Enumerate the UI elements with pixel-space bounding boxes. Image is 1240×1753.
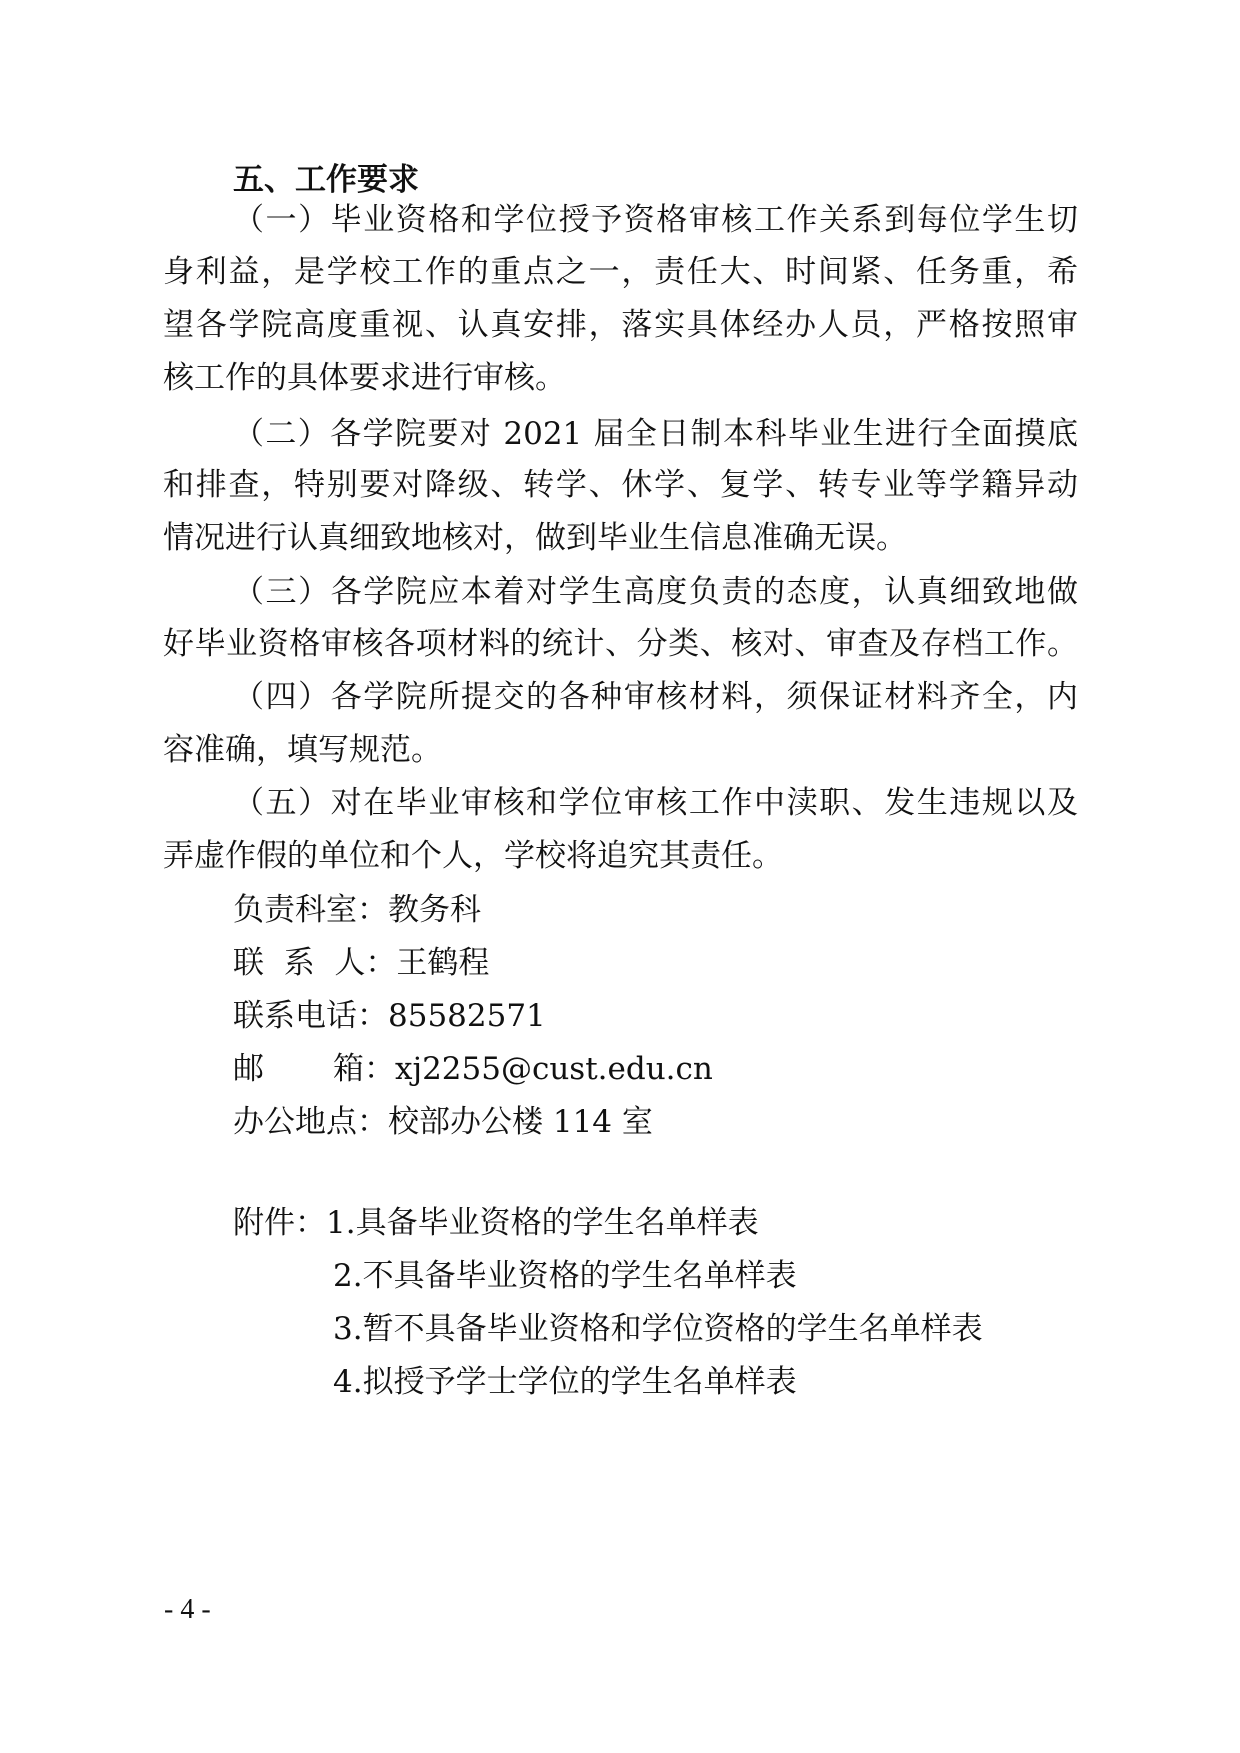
contact-phone: 联系电话：85582571 — [233, 998, 546, 1034]
paragraph-4-line-1: （四）各学院所提交的各种审核材料，须保证材料齐全，内 — [233, 679, 1078, 715]
paragraph-2-line-3: 情况进行认真细致地核对，做到毕业生信息准确无误。 — [163, 520, 907, 556]
paragraph-1-line-3: 望各学院高度重视、认真安排，落实具体经办人员，严格按照审 — [163, 307, 1078, 343]
contact-person: 联 系 人：王鹤程 — [233, 945, 490, 981]
attachment-item-1: 附件：1.具备毕业资格的学生名单样表 — [233, 1205, 759, 1241]
page-number: - 4 - — [164, 1594, 211, 1625]
contact-location: 办公地点：校部办公楼 114 室 — [233, 1104, 653, 1140]
paragraph-5-line-2: 弄虚作假的单位和个人，学校将追究其责任。 — [163, 838, 783, 874]
attachment-item-2: 2.不具备毕业资格的学生名单样表 — [333, 1258, 797, 1294]
paragraph-2-line-2: 和排查，特别要对降级、转学、休学、复学、转专业等学籍异动 — [163, 467, 1078, 503]
paragraph-1-line-1: （一）毕业资格和学位授予资格审核工作关系到每位学生切 — [233, 202, 1078, 238]
paragraph-1-line-2: 身利益，是学校工作的重点之一，责任大、时间紧、任务重，希 — [163, 254, 1078, 290]
paragraph-3-line-2: 好毕业资格审核各项材料的统计、分类、核对、审查及存档工作。 — [163, 626, 1078, 662]
attachment-item-3: 3.暂不具备毕业资格和学位资格的学生名单样表 — [333, 1311, 983, 1347]
paragraph-2-line-1: （二）各学院要对 2021 届全日制本科毕业生进行全面摸底 — [233, 416, 1078, 452]
section-heading: 五、工作要求 — [233, 162, 419, 198]
paragraph-1-line-4: 核工作的具体要求进行审核。 — [163, 360, 566, 396]
contact-email: 邮 箱：xj2255@cust.edu.cn — [233, 1051, 713, 1087]
paragraph-5-line-1: （五）对在毕业审核和学位审核工作中渎职、发生违规以及 — [233, 785, 1078, 821]
attachment-item-4: 4.拟授予学士学位的学生名单样表 — [333, 1364, 797, 1400]
paragraph-3-line-1: （三）各学院应本着对学生高度负责的态度，认真细致地做 — [233, 574, 1078, 610]
paragraph-4-line-2: 容准确，填写规范。 — [163, 732, 442, 768]
contact-office: 负责科室：教务科 — [233, 892, 481, 928]
